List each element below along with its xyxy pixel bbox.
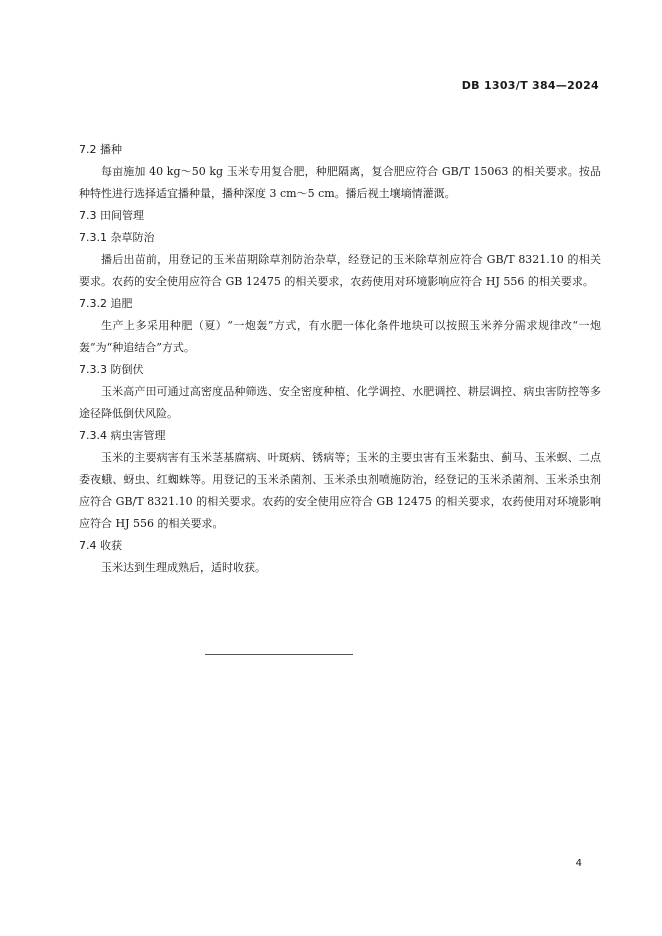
section-7-4 (79, 535, 601, 579)
section-paragraph: 每亩施加 40 kg～50 kg 玉米专用复合肥，种肥隔离，复合肥应符合 GB/T 15063 的相关要求。按品种特性进行选择适宜播种量，播种深度 3 cm～5 cm。播后视土壤墒情灌溉。 (79, 165, 601, 200)
end-of-text-divider (205, 654, 353, 655)
section-heading: 7.3.3 防倒伏 (79, 363, 144, 376)
section-7-3-1 (79, 227, 601, 293)
section-heading: 7.4 收获 (79, 539, 122, 552)
section-7-3-4 (79, 425, 601, 535)
section-paragraph: 玉米高产田可通过高密度品种筛选、安全密度种植、化学调控、水肥调控、耕层调控、病虫害防控等多途径降低倒伏风险。 (79, 385, 601, 420)
document-body (79, 139, 601, 579)
section-paragraph: 播后出苗前，用登记的玉米苗期除草剂防治杂草，经登记的玉米除草剂应符合 GB/T 8321.10 的相关要求。农药的安全使用应符合 GB 12475 的相关要求，农药使用对环境影响应符合 HJ 556 的相关要求。 (79, 253, 601, 288)
section-heading: 7.3.2 追肥 (79, 297, 133, 310)
section-heading: 7.2 播种 (79, 143, 122, 156)
section-7-3-2 (79, 293, 601, 359)
section-heading: 7.3.1 杂草防治 (79, 231, 155, 244)
page-number: 4 (575, 858, 582, 869)
standard-code: DB 1303/T 384—2024 (461, 79, 599, 92)
section-paragraph: 玉米的主要病害有玉米茎基腐病、叶斑病、锈病等；玉米的主要虫害有玉米黏虫、蓟马、玉米螟、二点委夜蛾、蚜虫、红蜘蛛等。用登记的玉米杀菌剂、玉米杀虫剂喷施防治，经登记的玉米杀菌剂、玉米杀虫剂应符合 GB/T 8321.10 的相关要求。农药的安全使用应符合 GB 12475 的相关要求，农药使用对环境影响应符合 HJ 556 的相关要求。 (79, 451, 601, 530)
section-7-2 (79, 139, 601, 205)
section-heading: 7.3 田间管理 (79, 209, 144, 222)
section-paragraph: 玉米达到生理成熟后，适时收获。 (101, 561, 266, 574)
section-7-3 (79, 205, 601, 227)
section-paragraph: 生产上多采用种肥（夏）“一炮轰”方式，有水肥一体化条件地块可以按照玉米养分需求规律改“一炮轰”为“种追结合”方式。 (79, 319, 601, 354)
section-heading: 7.3.4 病虫害管理 (79, 429, 166, 442)
section-7-3-3 (79, 359, 601, 425)
